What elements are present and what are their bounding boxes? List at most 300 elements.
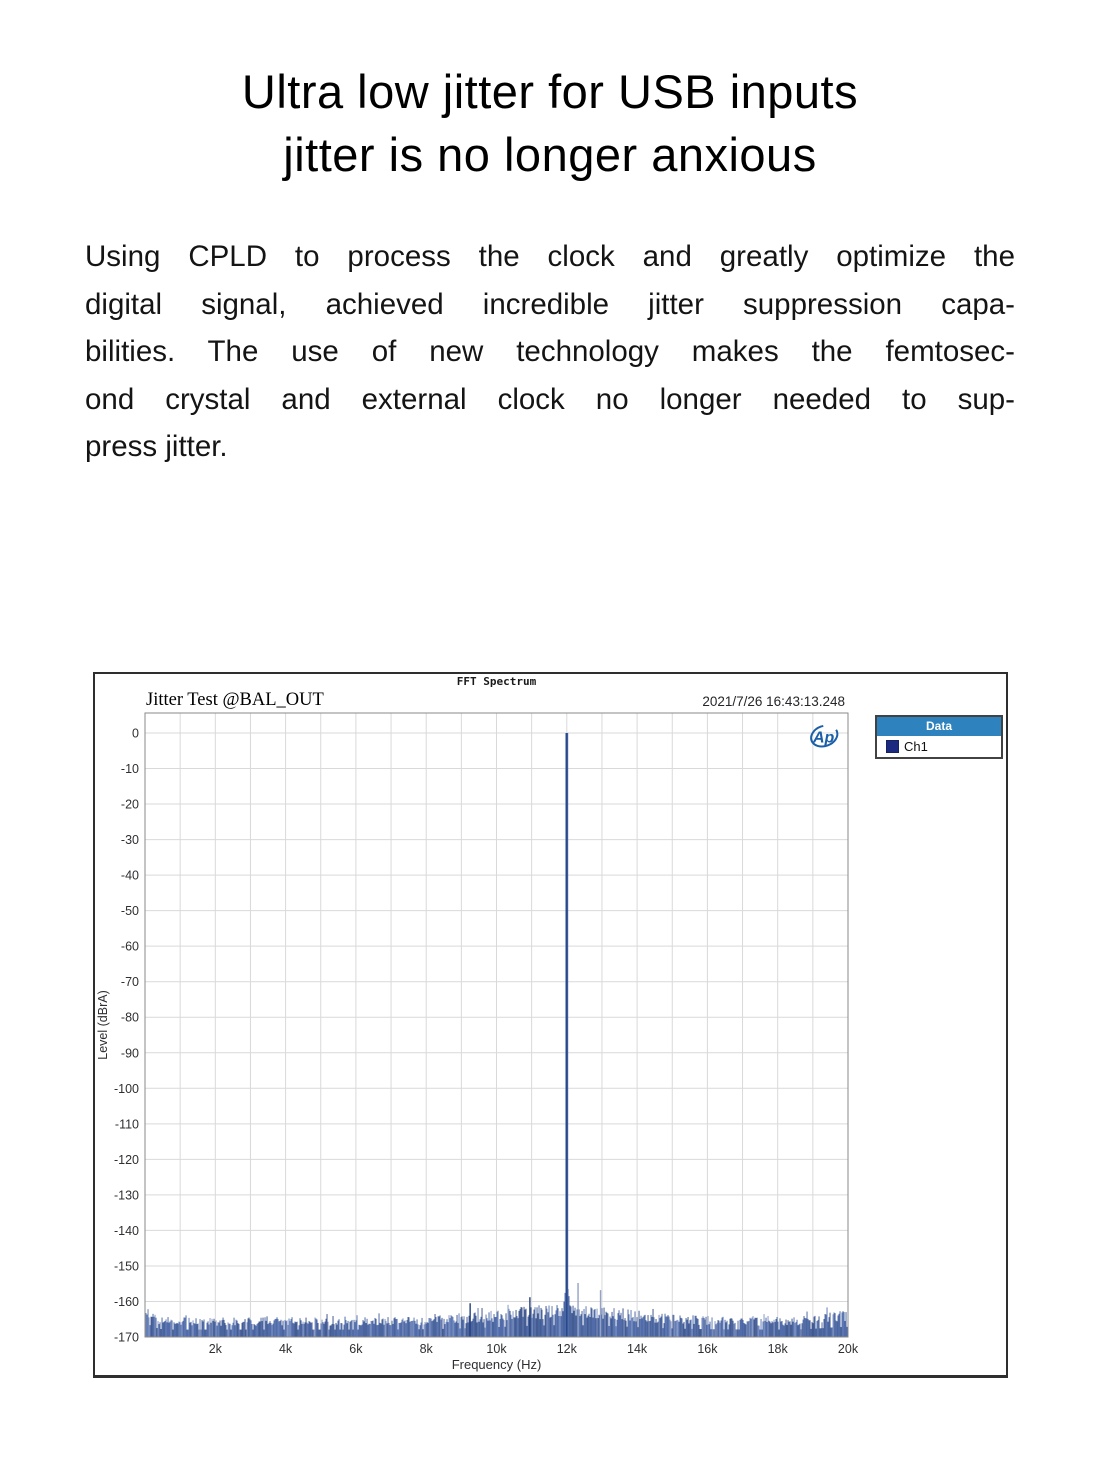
y-tick-label: -10 (120, 762, 139, 776)
noise-bar (593, 1318, 594, 1337)
noise-bar (162, 1318, 163, 1337)
noise-bar (199, 1330, 200, 1337)
legend-row-ch1 (877, 736, 1001, 757)
noise-bar (783, 1325, 784, 1337)
noise-bar (353, 1330, 354, 1337)
noise-bar (580, 1316, 581, 1337)
noise-bar (361, 1325, 362, 1337)
noise-bar (763, 1321, 764, 1337)
noise-bar (801, 1329, 802, 1337)
noise-bar (443, 1329, 444, 1337)
noise-bar (377, 1325, 378, 1337)
noise-bar (171, 1320, 172, 1337)
noise-bar (740, 1320, 741, 1337)
noise-bar (146, 1313, 147, 1337)
noise-bar (476, 1316, 477, 1337)
noise-bar (401, 1322, 402, 1337)
noise-bar (440, 1315, 441, 1337)
noise-bar (637, 1317, 638, 1337)
noise-bar (702, 1318, 703, 1337)
page-title-line1: Ultra low jitter for USB inputs (241, 65, 859, 118)
noise-bar (625, 1318, 626, 1337)
noise-bar (522, 1307, 523, 1337)
noise-bar (227, 1330, 228, 1337)
noise-bar (344, 1325, 345, 1337)
noise-bar (730, 1319, 731, 1337)
noise-bar (416, 1324, 417, 1337)
noise-bar (537, 1307, 538, 1337)
noise-bar (744, 1323, 745, 1337)
noise-bar (267, 1316, 268, 1337)
noise-bar (639, 1311, 640, 1337)
noise-bar (190, 1323, 191, 1337)
noise-bar (574, 1311, 575, 1337)
plot-canvas (95, 674, 1006, 1375)
noise-bar (773, 1322, 774, 1337)
noise-bar (410, 1322, 411, 1337)
noise-bar (179, 1322, 180, 1337)
noise-bar (466, 1323, 467, 1337)
noise-bar (342, 1323, 343, 1337)
noise-bar (519, 1311, 520, 1337)
noise-bar (645, 1315, 646, 1337)
noise-bar (787, 1325, 788, 1337)
noise-bar (819, 1316, 820, 1337)
plot-grid (145, 713, 848, 1337)
noise-bar (427, 1322, 428, 1337)
noise-bar (434, 1319, 435, 1337)
noise-bar (633, 1317, 634, 1337)
noise-bar (828, 1322, 829, 1337)
noise-bar (243, 1322, 244, 1337)
noise-bar (291, 1319, 292, 1337)
noise-bar (198, 1324, 199, 1337)
noise-bar (626, 1321, 627, 1337)
noise-bar (619, 1310, 620, 1337)
noise-bar (430, 1318, 431, 1337)
noise-bar (392, 1321, 393, 1337)
noise-bar (816, 1329, 817, 1337)
noise-bar (563, 1311, 564, 1337)
noise-bar (288, 1325, 289, 1337)
noise-bar (264, 1330, 265, 1337)
noise-bar (419, 1329, 420, 1337)
noise-bar (262, 1321, 263, 1337)
noise-bar (717, 1323, 718, 1337)
noise-bar (290, 1321, 291, 1337)
noise-bar (368, 1325, 369, 1337)
noise-bar (240, 1330, 241, 1337)
noise-bar (191, 1322, 192, 1337)
noise-bar (275, 1319, 276, 1337)
y-tick-label: -160 (113, 1295, 139, 1309)
noise-bar (482, 1308, 483, 1337)
noise-bar (441, 1320, 442, 1337)
noise-bar (820, 1328, 821, 1337)
noise-bar (160, 1322, 161, 1337)
noise-bar (216, 1320, 217, 1337)
noise-bar (667, 1316, 668, 1337)
noise-bar (571, 1306, 572, 1337)
noise-bar (429, 1318, 430, 1337)
noise-bar (759, 1326, 760, 1337)
noise-bar (829, 1317, 830, 1337)
noise-bar (331, 1325, 332, 1337)
noise-bar (232, 1325, 233, 1337)
noise-bar (461, 1317, 462, 1337)
noise-bar (298, 1330, 299, 1337)
noise-bar (195, 1324, 196, 1337)
noise-bar (594, 1310, 595, 1337)
noise-bar (536, 1318, 537, 1337)
noise-bar (811, 1329, 812, 1337)
noise-bar (439, 1316, 440, 1337)
noise-bar (346, 1320, 347, 1337)
noise-bar (152, 1317, 153, 1337)
noise-bar (390, 1325, 391, 1337)
noise-bar (770, 1322, 771, 1337)
noise-bar (508, 1305, 509, 1337)
noise-bar (703, 1316, 704, 1337)
noise-bar (676, 1321, 677, 1337)
x-tick-label: 14k (627, 1342, 648, 1356)
noise-bar (387, 1323, 388, 1337)
noise-bar (507, 1320, 508, 1337)
noise-bar (448, 1322, 449, 1337)
noise-bar (364, 1321, 365, 1337)
noise-bar (674, 1315, 675, 1337)
noise-bar (492, 1318, 493, 1337)
noise-bar (747, 1321, 748, 1337)
noise-bar (498, 1311, 499, 1337)
noise-bar (590, 1317, 591, 1337)
noise-bar (561, 1316, 562, 1337)
noise-bar (175, 1324, 176, 1337)
noise-bar (840, 1311, 841, 1337)
noise-bar (711, 1329, 712, 1337)
noise-bar (481, 1317, 482, 1337)
noise-bar (515, 1317, 516, 1337)
noise-bar (420, 1325, 421, 1337)
noise-bar (687, 1320, 688, 1337)
noise-bar (603, 1319, 604, 1337)
noise-bar (708, 1316, 709, 1337)
noise-bar (795, 1323, 796, 1337)
noise-bar (589, 1314, 590, 1337)
noise-bar (517, 1316, 518, 1337)
noise-bar (767, 1322, 768, 1337)
noise-bar (533, 1314, 534, 1337)
noise-bar (734, 1324, 735, 1337)
noise-bar (197, 1324, 198, 1337)
noise-bar (496, 1317, 497, 1337)
noise-bar (832, 1327, 833, 1337)
spur-bar (600, 1290, 601, 1337)
noise-bar (266, 1321, 267, 1337)
noise-bar (343, 1330, 344, 1337)
noise-bar (818, 1320, 819, 1337)
noise-bar (299, 1325, 300, 1337)
noise-bar (545, 1315, 546, 1337)
noise-bar (786, 1320, 787, 1337)
noise-bar (794, 1317, 795, 1337)
noise-bar (367, 1319, 368, 1337)
noise-bar (338, 1321, 339, 1337)
noise-bar (488, 1321, 489, 1337)
noise-bar (760, 1330, 761, 1337)
noise-bar (752, 1317, 753, 1337)
noise-bar (528, 1317, 529, 1337)
noise-bar (582, 1311, 583, 1337)
y-tick-label: -170 (113, 1330, 139, 1345)
axis-labels (96, 727, 859, 1373)
x-tick-label: 12k (556, 1342, 577, 1356)
noise-bar (749, 1321, 750, 1337)
noise-bar (629, 1314, 630, 1337)
noise-bar (733, 1321, 734, 1337)
noise-bar (276, 1319, 277, 1337)
noise-bar (778, 1322, 779, 1337)
noise-bar (837, 1321, 838, 1337)
ch1-label: Ch1 (904, 739, 928, 754)
noise-bar (775, 1322, 776, 1337)
noise-bar (226, 1325, 227, 1337)
noise-bar (156, 1318, 157, 1337)
noise-bar (556, 1310, 557, 1337)
noise-bar (252, 1324, 253, 1337)
noise-bar (781, 1322, 782, 1337)
page-title (0, 60, 1100, 186)
noise-bar (654, 1317, 655, 1337)
noise-bar (693, 1315, 694, 1337)
noise-bar (624, 1320, 625, 1337)
y-tick-label: -40 (120, 868, 139, 883)
noise-bar (222, 1320, 223, 1337)
noise-bar (408, 1317, 409, 1337)
noise-bar (565, 1293, 566, 1337)
noise-bar (661, 1317, 662, 1337)
spur-bar (469, 1303, 470, 1337)
noise-bar (790, 1321, 791, 1337)
measurement-timestamp: 2021/7/26 16:43:13.248 (702, 694, 845, 709)
noise-bar (649, 1321, 650, 1337)
noise-bar (815, 1316, 816, 1337)
noise-bar (584, 1309, 585, 1337)
noise-bar (824, 1319, 825, 1337)
noise-bar (314, 1330, 315, 1337)
noise-bar (286, 1321, 287, 1337)
noise-bar (678, 1320, 679, 1337)
noise-bar (606, 1312, 607, 1337)
noise-bar (728, 1329, 729, 1337)
noise-bar (186, 1315, 187, 1337)
noise-bar (825, 1314, 826, 1337)
noise-bar (469, 1316, 470, 1337)
noise-bar (683, 1323, 684, 1337)
noise-bar (842, 1312, 843, 1337)
noise-bar (722, 1318, 723, 1337)
noise-bar (157, 1328, 158, 1337)
noise-bar (238, 1323, 239, 1337)
noise-bar (739, 1329, 740, 1337)
noise-bar (254, 1324, 255, 1337)
noise-bar (724, 1329, 725, 1337)
noise-bar (827, 1307, 828, 1337)
noise-bar (454, 1320, 455, 1337)
noise-bar (716, 1324, 717, 1337)
noise-bar (681, 1318, 682, 1337)
noise-bar (233, 1323, 234, 1337)
noise-bar (623, 1308, 624, 1337)
noise-bar (170, 1321, 171, 1337)
noise-bar (169, 1323, 170, 1337)
x-tick-label: 6k (349, 1342, 363, 1356)
noise-bar (836, 1321, 837, 1337)
noise-bar (284, 1330, 285, 1337)
noise-bar (388, 1317, 389, 1337)
noise-bar (705, 1320, 706, 1337)
noise-bar (319, 1330, 320, 1337)
x-tick-label: 16k (697, 1342, 718, 1356)
noise-bar (615, 1319, 616, 1337)
noise-bar (738, 1321, 739, 1337)
noise-bar (148, 1309, 149, 1337)
x-tick-label: 8k (419, 1342, 433, 1356)
noise-bar (647, 1321, 648, 1337)
x-tick-label: 20k (837, 1342, 859, 1356)
spur-bar (529, 1297, 530, 1337)
noise-bar (525, 1310, 526, 1337)
noise-bar (698, 1319, 699, 1337)
noise-bar (495, 1317, 496, 1337)
noise-bar (727, 1321, 728, 1337)
noise-bar (358, 1330, 359, 1337)
noise-bar (412, 1321, 413, 1337)
noise-bar (564, 1302, 565, 1337)
x-tick-label: 18k (767, 1342, 788, 1356)
noise-bar (631, 1310, 632, 1337)
noise-bar (256, 1326, 257, 1337)
noise-bar (472, 1321, 473, 1337)
noise-bar (513, 1311, 514, 1337)
noise-bar (389, 1323, 390, 1337)
noise-bar (385, 1319, 386, 1337)
noise-bar (435, 1314, 436, 1337)
noise-bar (457, 1315, 458, 1337)
noise-bar (671, 1321, 672, 1337)
y-tick-label: -70 (120, 975, 139, 990)
noise-bar (499, 1327, 500, 1337)
noise-bar (592, 1308, 593, 1337)
noise-bar (221, 1326, 222, 1337)
noise-bar (396, 1319, 397, 1337)
noise-bar (497, 1312, 498, 1337)
noise-bar (354, 1320, 355, 1337)
noise-bar (802, 1323, 803, 1337)
noise-bar (663, 1328, 664, 1337)
noise-bar (218, 1322, 219, 1337)
noise-bar (583, 1325, 584, 1337)
noise-bar (445, 1324, 446, 1337)
noise-bar (168, 1317, 169, 1337)
noise-bar (333, 1316, 334, 1337)
noise-bar (581, 1314, 582, 1337)
noise-bar (209, 1324, 210, 1337)
noise-bar (806, 1318, 807, 1337)
noise-bar (380, 1323, 381, 1337)
noise-bar (587, 1318, 588, 1337)
noise-bar (242, 1323, 243, 1337)
noise-bar (532, 1318, 533, 1337)
noise-bar (527, 1326, 528, 1337)
noise-bar (805, 1318, 806, 1337)
noise-bar (694, 1324, 695, 1337)
noise-bar (651, 1315, 652, 1337)
noise-bar (214, 1319, 215, 1337)
noise-bar (438, 1316, 439, 1337)
noise-bar (336, 1323, 337, 1337)
noise-bar (692, 1329, 693, 1337)
y-tick-label: -150 (113, 1259, 139, 1274)
noise-bar (764, 1314, 765, 1337)
noise-bar (804, 1316, 805, 1337)
noise-bar (270, 1321, 271, 1337)
noise-bar (273, 1324, 274, 1337)
noise-bar (602, 1308, 603, 1337)
noise-bar (502, 1315, 503, 1337)
noise-bar (569, 1296, 570, 1337)
noise-bar (165, 1321, 166, 1337)
noise-bar (713, 1329, 714, 1337)
noise-bar (812, 1322, 813, 1337)
noise-bar (510, 1311, 511, 1337)
noise-bar (274, 1320, 275, 1337)
noise-bar (549, 1306, 550, 1337)
noise-bar (446, 1322, 447, 1337)
noise-bar (458, 1323, 459, 1337)
noise-bar (359, 1325, 360, 1337)
noise-bar (239, 1324, 240, 1337)
y-axis-title: Level (dBrA) (96, 990, 110, 1060)
noise-bar (292, 1317, 293, 1337)
noise-bar (658, 1322, 659, 1337)
noise-bar (383, 1319, 384, 1337)
noise-bar (758, 1325, 759, 1337)
noise-bar (725, 1320, 726, 1337)
noise-bar (540, 1319, 541, 1337)
noise-bar (696, 1316, 697, 1337)
noise-bar (268, 1324, 269, 1337)
noise-bar (415, 1321, 416, 1337)
noise-bar (379, 1313, 380, 1337)
noise-bar (447, 1319, 448, 1337)
noise-bar (732, 1319, 733, 1337)
noise-bar (398, 1329, 399, 1337)
noise-bar (381, 1323, 382, 1337)
noise-bar (455, 1323, 456, 1337)
noise-bar (575, 1308, 576, 1337)
noise-bar (394, 1318, 395, 1337)
noise-bar (452, 1316, 453, 1337)
noise-bar (259, 1322, 260, 1337)
noise-bar (695, 1316, 696, 1337)
noise-bar (612, 1312, 613, 1337)
noise-bar (555, 1314, 556, 1337)
noise-bar (366, 1323, 367, 1337)
noise-bar (630, 1320, 631, 1337)
noise-bar (348, 1321, 349, 1337)
noise-bar (309, 1321, 310, 1337)
